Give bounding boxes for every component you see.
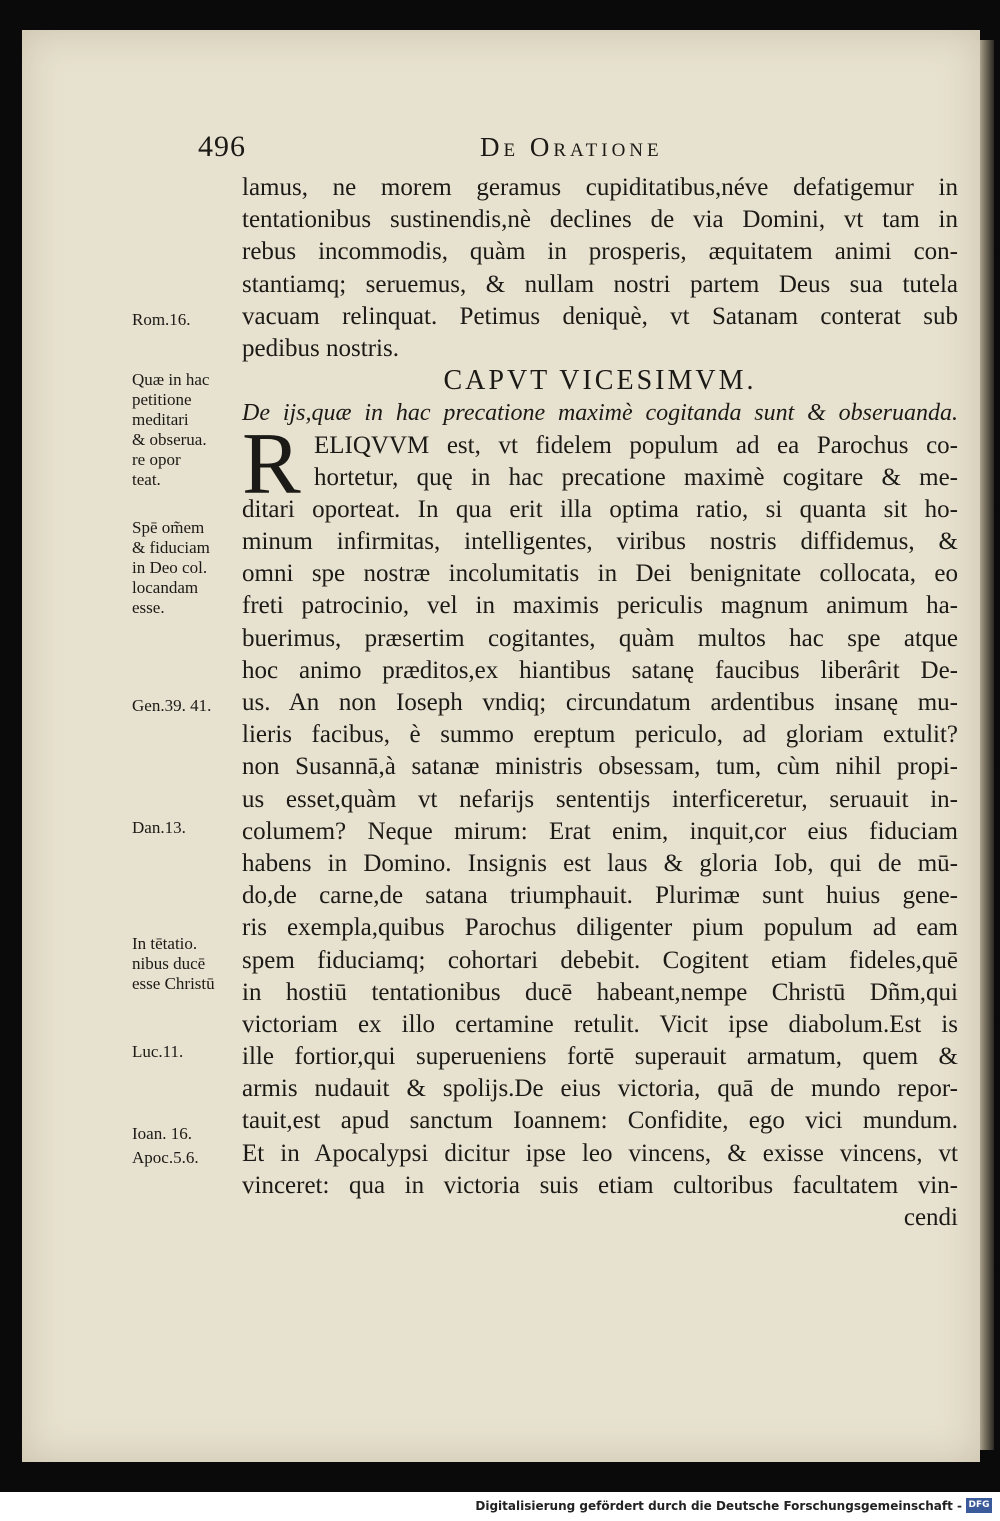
- margin-note: Dan.13.: [132, 818, 186, 837]
- text-line: hortetur, quę in hac precatione maximè cogitare & me-: [314, 463, 958, 491]
- text-line: hoc animo præditos,ex hiantibus satanę faucibus liberârit De-: [242, 656, 958, 684]
- text-line: pedibus nostris.: [242, 334, 399, 362]
- main-text: [242, 172, 958, 1234]
- running-head: De Orationе: [480, 132, 663, 162]
- text-line: minum infirmitas, intelligentes, viribus nostris diffidemus, &: [242, 528, 958, 556]
- text-line: omni spe nostræ incolumitatis in Dei benignitate collocata, eo: [242, 560, 958, 588]
- text-line: lamus, ne morem geramus cupiditatibus,néve defatigemur in: [242, 174, 958, 201]
- footer: [0, 1492, 1000, 1521]
- text-line: freti patrocinio, vel in maximis periculis magnum animum ha-: [242, 592, 958, 620]
- text-line: habens in Domino. Insignis est laus & gloria Iob, qui de mū-: [242, 849, 958, 877]
- margin-note: Gen.39. 41.: [132, 696, 212, 715]
- book-page: [22, 30, 980, 1462]
- text-line: rebus incommodis, quàm in prosperis, æquitatem animi con-: [242, 238, 958, 266]
- margin-note: Spē om̃em & fiduciam in Deo col. locandam esse.: [132, 518, 210, 617]
- text-line: us esset,quàm vt nefarijs sententijs interficeretur, seruauit in-: [242, 785, 958, 813]
- margin-note: Luc.11.: [132, 1042, 184, 1061]
- text-line: ditari oporteat. In qua erit illa optima ratio, si quanta sit ho-: [242, 495, 958, 523]
- text-line: spem fiduciamq; cohortari debebit. Cogitent etiam fideles,quē: [242, 946, 958, 974]
- text-line: do,de carne,de satana triumphauit. Plurimæ sunt huius gene-: [242, 882, 958, 910]
- margin-note: Rom.16.: [132, 310, 191, 329]
- margin-notes: [22, 30, 252, 1462]
- text-line: non Susannā,à satanæ ministris obsessam, tum, cùm nihil propi-: [242, 753, 958, 781]
- text-line: ELIQVVM est, vt fidelem populum ad ea Parochus co-: [314, 431, 958, 459]
- text-line: ille fortior,qui superueniens fortē superauit armatum, quem &: [242, 1043, 958, 1071]
- text-line: armis nudauit & spolijs.De eius victoria, quā de mundo repor-: [242, 1075, 958, 1103]
- text-line: columem? Neque mirum: Erat enim, inquit,cor eius fiduciam: [242, 817, 958, 845]
- text-line: tauit,est apud sanctum Ioannem: Confidite, ego vici mundum.: [242, 1107, 958, 1135]
- text-line: Et in Apocalypsi dicitur ipse leo vincens, & exisse vincens, vt: [242, 1139, 958, 1167]
- text-line: vinceret: qua in victoria suis etiam cultoribus facultatem vin-: [242, 1171, 958, 1199]
- footer-credit: Digitalisierung gefördert durch die Deutsche Forschungsgemeinschaft -: [475, 1499, 962, 1513]
- dfg-logo: DFG: [966, 1498, 992, 1513]
- chapter-title: CAPVT VICESIMVM.: [443, 365, 757, 397]
- text-line: lieris facibus, è summo ereptum periculo, ad gloriam extulit?: [242, 721, 958, 749]
- text-line: ris exempla,quibus Parochus diligenter pium populum ad eam: [242, 914, 958, 942]
- margin-note: Quæ in hac petitione meditari & obserua. re opor teat.: [132, 370, 210, 489]
- margin-note: Apoc.5.6.: [132, 1148, 199, 1167]
- page-number: 496: [198, 130, 246, 163]
- text-line: vacuam relinquat. Petimus deniquè, vt Satanam conterat sub: [242, 302, 958, 330]
- text-line: victoriam ex illo certamine retulit. Vicit ipse diabolum.Est is: [242, 1010, 958, 1038]
- drop-cap: R: [242, 415, 301, 513]
- catchword: cendi: [903, 1204, 958, 1231]
- text-line: in hostiū tentationibus ducē habeant,nempe Christū Dñm,qui: [242, 978, 958, 1006]
- margin-note: Ioan. 16.: [132, 1124, 192, 1143]
- text-line: stantiamq; seruemus, & nullam nostri partem Deus sua tutela: [242, 270, 958, 298]
- chapter-subtitle: De ijs,quæ in hac precatione maximè cogitanda sunt & obseruanda.: [242, 400, 958, 427]
- text-line: tentationibus sustinendis,nè declines de via Domini, vt tam in: [242, 206, 958, 234]
- margin-note: In tētatio. nibus ducē esse Christū: [132, 934, 215, 993]
- text-line: us. An non Ioseph vndiq; circundatum ardentibus insanę mu-: [242, 689, 958, 716]
- paragraph-lines: [242, 494, 958, 1202]
- text-line: buerimus, præsertim cogitantes, quàm multos hac spe atque: [242, 624, 958, 652]
